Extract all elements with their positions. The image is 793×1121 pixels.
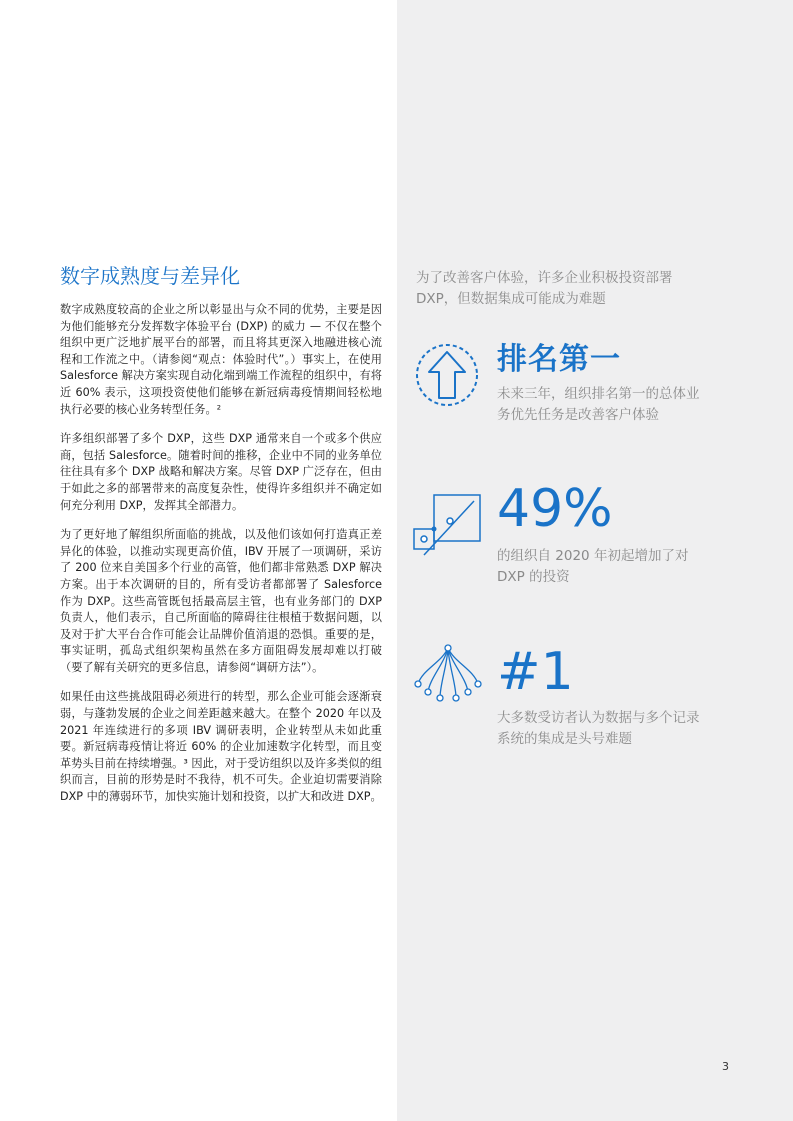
paragraph-3: 为了更好地了解组织所面临的挑战，以及他们该如何打造真正差异化的体验，以推动实现更高价值，IBV 开展了一项调研，采访了 200 位来自美国多个行业的高管，他们都非常熟悉 DXP 解决方案。出于本次调研的目的，所有受访者都部署了 Salesforce 作为 DXP。这些高管既包括最高层主管，也有业务部门的 DXP 负责人，他们表示，自己所面临的障碍往往根植于数据问题，以及对于扩大平台合作可能会让品牌价值消退的恐惧。重要的是，事实证明，孤岛式组织架构虽然在多方面阻碍发展却难以打破（要了解有关研究的更多信息，请参阅“调研方法”）。	[60, 528, 382, 674]
stat-rank-text: 未来三年，组织排名第一的总体业务优先任务是改善客户体验	[497, 386, 700, 423]
network-tree-icon	[412, 644, 484, 706]
stat-percent-text: 的组织自 2020 年初起增加了对 DXP 的投资	[497, 548, 689, 585]
stat-percent-value: 49%	[497, 479, 613, 539]
arrow-up-circle-icon	[412, 340, 482, 410]
paragraph-2: 许多组织部署了多个 DXP，这些 DXP 通常来自一个或多个供应商，包括 Salesforce。随着时间的推移，企业中不同的业务单位往往具有多个 DXP 战略和解决方案。尽管 DXP 广泛存在，但由于如此之多的部署带来的高度复杂性，使得许多组织并不确定如何充分利用 DXP，发挥其全部潜力。	[60, 432, 382, 512]
sidebar-intro: 为了改善客户体验，许多企业积极投资部署 DXP，但数据集成可能成为难题	[416, 270, 673, 307]
paragraph-1: 数字成熟度较高的企业之所以彰显出与众不同的优势，主要是因为他们能够充分发挥数字体验平台 (DXP) 的威力 — 不仅在整个组织中更广泛地扩展平台的部署，而且将其更深入地融进核心流程和工作流之中。（请参阅“观点：体验时代”。）事实上，在使用 Salesforce 解决方案实现自动化端到端工作流程的组织中，有将近 60% 表示，这项投资使他们能够在新冠病毒疫情期间轻松地执行必要的核心业务转型任务。²	[60, 303, 382, 416]
section-title: 数字成熟度与差异化	[60, 264, 240, 288]
paragraph-4: 如果任由这些挑战阻碍必须进行的转型，那么企业可能会逐渐衰弱，与蓬勃发展的企业之间差距越来越大。在整个 2020 年以及 2021 年连续进行的多项 IBV 调研表明，企业转型从未如此重要。新冠病毒疫情让将近 60% 的企业加速数字化转型，而且变革势头目前在持续增强。³ 因此，对于受访组织以及许多类似的组织而言，目前的形势是时不我待，机不可失。企业迫切需要消除 DXP 中的薄弱环节，加快实施计划和投资，以扩大和改进 DXP。	[60, 690, 382, 804]
growth-diagonal-icon	[412, 493, 482, 563]
main-column	[60, 262, 382, 819]
page-number: 3	[722, 1060, 729, 1073]
stat-rank-value: 排名第一	[497, 342, 621, 377]
stat-top-value: #1	[497, 642, 574, 702]
stat-top-text: 大多数受访者认为数据与多个记录系统的集成是头号难题	[497, 710, 700, 747]
